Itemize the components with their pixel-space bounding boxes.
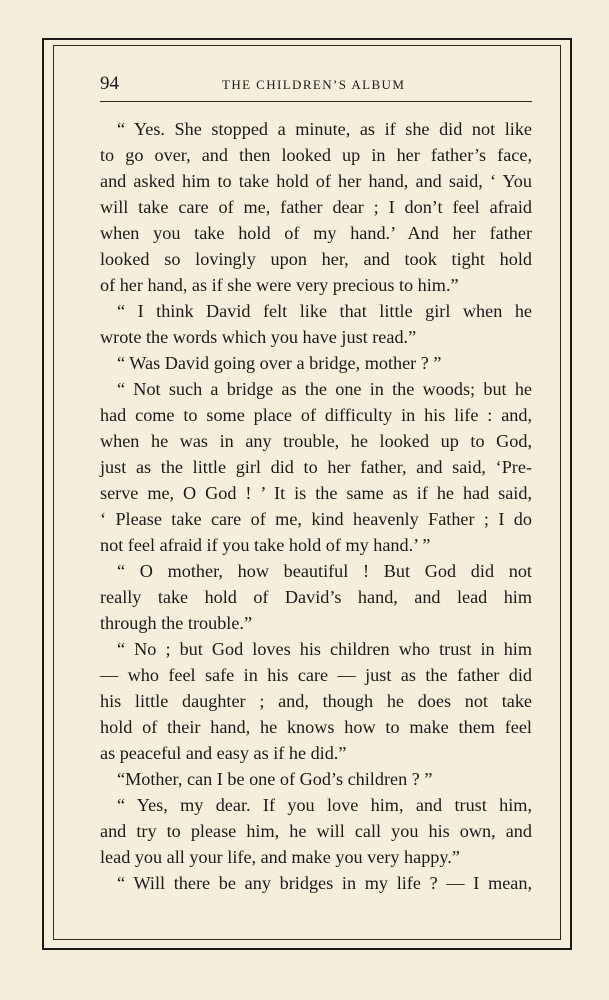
text-line: and asked him to take hold of her hand, and said, ‘ You [100,171,532,191]
text-line: “ O mother, how beautiful ! But God did not [117,561,532,581]
text-line: had come to some place of difficulty in his life : and, [100,405,532,425]
text-line: not feel afraid if you take hold of my hand.’ ” [100,535,431,555]
running-head: THE CHILDREN’S ALBUM [222,77,406,92]
text-line: “Mother, can I be one of God’s children ? ” [117,769,433,789]
text-line: when he was in any trouble, he looked up to God, [100,431,532,451]
text-line: “ Yes, my dear. If you love him, and trust him, [117,795,532,815]
text-line: “ I think David felt like that little girl when he [117,301,532,321]
text-line: lead you all your life, and make you very happy.” [100,847,460,867]
body-text [100,116,532,896]
page-header [100,70,532,100]
text-line: “ No ; but God loves his children who trust in him [117,639,532,659]
page-number: 94 [100,73,119,94]
text-line: ‘ Please take care of me, kind heavenly Father ; I do [100,509,532,529]
text-line: of her hand, as if she were very precious to him.” [100,275,459,295]
text-line: and try to please him, he will call you his own, and [100,821,532,841]
text-line: when you take hold of my hand.’ And her father [100,223,532,243]
text-line: just as the little girl did to her father, and said, ‘Pre- [100,457,532,477]
text-line: “ Will there be any bridges in my life ? — I mean, [117,873,532,893]
text-line: as peaceful and easy as if he did.” [100,743,347,763]
text-line: — who feel safe in his care — just as the father did [100,665,532,685]
text-line: to go over, and then looked up in her father’s face, [100,145,532,165]
text-line: his little daughter ; and, though he does not take [100,691,532,711]
text-line: “ Not such a bridge as the one in the woods; but he [117,379,532,399]
text-line: hold of their hand, he knows how to make them feel [100,717,532,737]
text-line: really take hold of David’s hand, and lead him [100,587,532,607]
header-rule [100,101,532,102]
text-line: through the trouble.” [100,613,253,633]
text-line: serve me, O God ! ’ It is the same as if he had said, [100,483,532,503]
text-line: wrote the words which you have just read.” [100,327,417,347]
text-line: will take care of me, father dear ; I don’t feel afraid [100,197,532,217]
text-line: “ Yes. She stopped a minute, as if she did not like [117,119,532,139]
text-line: “ Was David going over a bridge, mother ? ” [117,353,442,373]
text-line: looked so lovingly upon her, and took tight hold [100,249,532,269]
